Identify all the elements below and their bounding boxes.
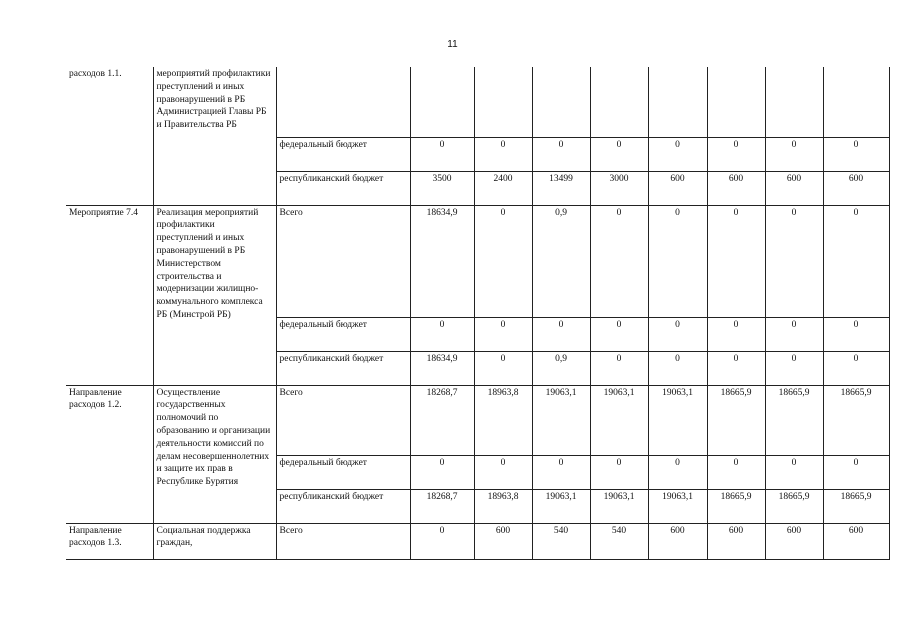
amount-cell: 18665,9 (707, 489, 765, 523)
funding-source: федеральный бюджет (276, 317, 410, 351)
amount-cell: 600 (707, 523, 765, 559)
amount-cell: 0 (474, 317, 532, 351)
amount-cell: 0 (648, 137, 707, 171)
amount-cell: 13499 (532, 171, 590, 205)
amount-cell: 3000 (590, 171, 648, 205)
amount-cell: 18963,8 (474, 385, 532, 455)
amount-cell: 0 (823, 137, 889, 171)
amount-cell: 0 (707, 137, 765, 171)
amount-cell: 0 (590, 455, 648, 489)
amount-cell: 19063,1 (590, 489, 648, 523)
amount-cell: 0,9 (532, 205, 590, 317)
amount-cell: 0 (707, 455, 765, 489)
amount-cell: 0 (474, 455, 532, 489)
amount-cell: 19063,1 (648, 385, 707, 455)
amount-cell: 0 (648, 351, 707, 385)
amount-cell: 0 (823, 455, 889, 489)
row-description: Осуществление государственных полномочий по образованию и организации деятельности комиссий по делам несовершеннолетних и защите их прав в Республике Бурятия (153, 385, 276, 523)
amount-cell: 0 (765, 317, 823, 351)
amount-cell: 0 (765, 205, 823, 317)
amount-cell (823, 67, 889, 137)
amount-cell: 18634,9 (410, 205, 474, 317)
row-label: Направление расходов 1.2. (66, 385, 153, 523)
amount-cell: 540 (532, 523, 590, 559)
row-description: Социальная поддержка граждан, (153, 523, 276, 559)
amount-cell: 18665,9 (707, 385, 765, 455)
amount-cell: 0 (648, 205, 707, 317)
amount-cell: 0 (823, 351, 889, 385)
amount-cell (648, 67, 707, 137)
amount-cell: 0 (823, 317, 889, 351)
amount-cell: 0 (590, 317, 648, 351)
amount-cell: 0 (648, 455, 707, 489)
amount-cell: 0 (410, 455, 474, 489)
table-row (66, 523, 889, 559)
amount-cell: 0 (590, 351, 648, 385)
amount-cell: 600 (765, 171, 823, 205)
amount-cell: 18268,7 (410, 489, 474, 523)
funding-source: республиканский бюджет (276, 489, 410, 523)
amount-cell: 18665,9 (765, 385, 823, 455)
amount-cell: 0 (648, 317, 707, 351)
amount-cell (707, 67, 765, 137)
amount-cell: 19063,1 (590, 385, 648, 455)
row-label: Направление расходов 1.3. (66, 523, 153, 559)
amount-cell (590, 67, 648, 137)
budget-table (66, 67, 890, 560)
amount-cell: 600 (648, 171, 707, 205)
amount-cell: 0 (532, 317, 590, 351)
amount-cell: 19063,1 (532, 489, 590, 523)
amount-cell: 0,9 (532, 351, 590, 385)
funding-source: республиканский бюджет (276, 171, 410, 205)
amount-cell: 18963,8 (474, 489, 532, 523)
amount-cell (474, 67, 532, 137)
amount-cell: 0 (590, 205, 648, 317)
row-label: расходов 1.1. (66, 67, 153, 205)
amount-cell: 0 (410, 137, 474, 171)
amount-cell: 600 (823, 171, 889, 205)
amount-cell: 0 (765, 455, 823, 489)
amount-cell: 0 (410, 523, 474, 559)
amount-cell: 0 (707, 205, 765, 317)
amount-cell: 0 (765, 137, 823, 171)
funding-source: Всего (276, 205, 410, 317)
table-row (66, 385, 889, 455)
funding-source: республиканский бюджет (276, 351, 410, 385)
amount-cell: 600 (707, 171, 765, 205)
table-row (66, 205, 889, 317)
table-row (66, 67, 889, 137)
funding-source: федеральный бюджет (276, 137, 410, 171)
amount-cell: 0 (823, 205, 889, 317)
amount-cell: 2400 (474, 171, 532, 205)
amount-cell: 600 (648, 523, 707, 559)
amount-cell: 18665,9 (765, 489, 823, 523)
amount-cell: 600 (765, 523, 823, 559)
funding-source: Всего (276, 385, 410, 455)
funding-source: федеральный бюджет (276, 455, 410, 489)
amount-cell: 18268,7 (410, 385, 474, 455)
amount-cell: 19063,1 (532, 385, 590, 455)
amount-cell: 0 (707, 351, 765, 385)
amount-cell: 0 (532, 455, 590, 489)
amount-cell: 540 (590, 523, 648, 559)
amount-cell: 0 (474, 205, 532, 317)
amount-cell: 18634,9 (410, 351, 474, 385)
amount-cell: 0 (410, 317, 474, 351)
row-description: мероприятий профилактики преступлений и иных правонарушений в РБ Администрацией Главы РБ и Правительства РБ (153, 67, 276, 205)
amount-cell: 600 (823, 523, 889, 559)
funding-source (276, 67, 410, 137)
amount-cell: 0 (765, 351, 823, 385)
amount-cell: 0 (590, 137, 648, 171)
amount-cell (410, 67, 474, 137)
amount-cell: 18665,9 (823, 385, 889, 455)
row-description: Реализация мероприятий профилактики преступлений и иных правонарушений в РБ Министерством строительства и модернизации жилищно-коммунального комплекса РБ (Минстрой РБ) (153, 205, 276, 385)
amount-cell (765, 67, 823, 137)
amount-cell (532, 67, 590, 137)
amount-cell: 0 (707, 317, 765, 351)
row-label: Мероприятие 7.4 (66, 205, 153, 385)
amount-cell: 0 (474, 137, 532, 171)
amount-cell: 600 (474, 523, 532, 559)
amount-cell: 18665,9 (823, 489, 889, 523)
page-number: 11 (447, 39, 458, 50)
funding-source: Всего (276, 523, 410, 559)
amount-cell: 3500 (410, 171, 474, 205)
amount-cell: 0 (532, 137, 590, 171)
amount-cell: 0 (474, 351, 532, 385)
amount-cell: 19063,1 (648, 489, 707, 523)
